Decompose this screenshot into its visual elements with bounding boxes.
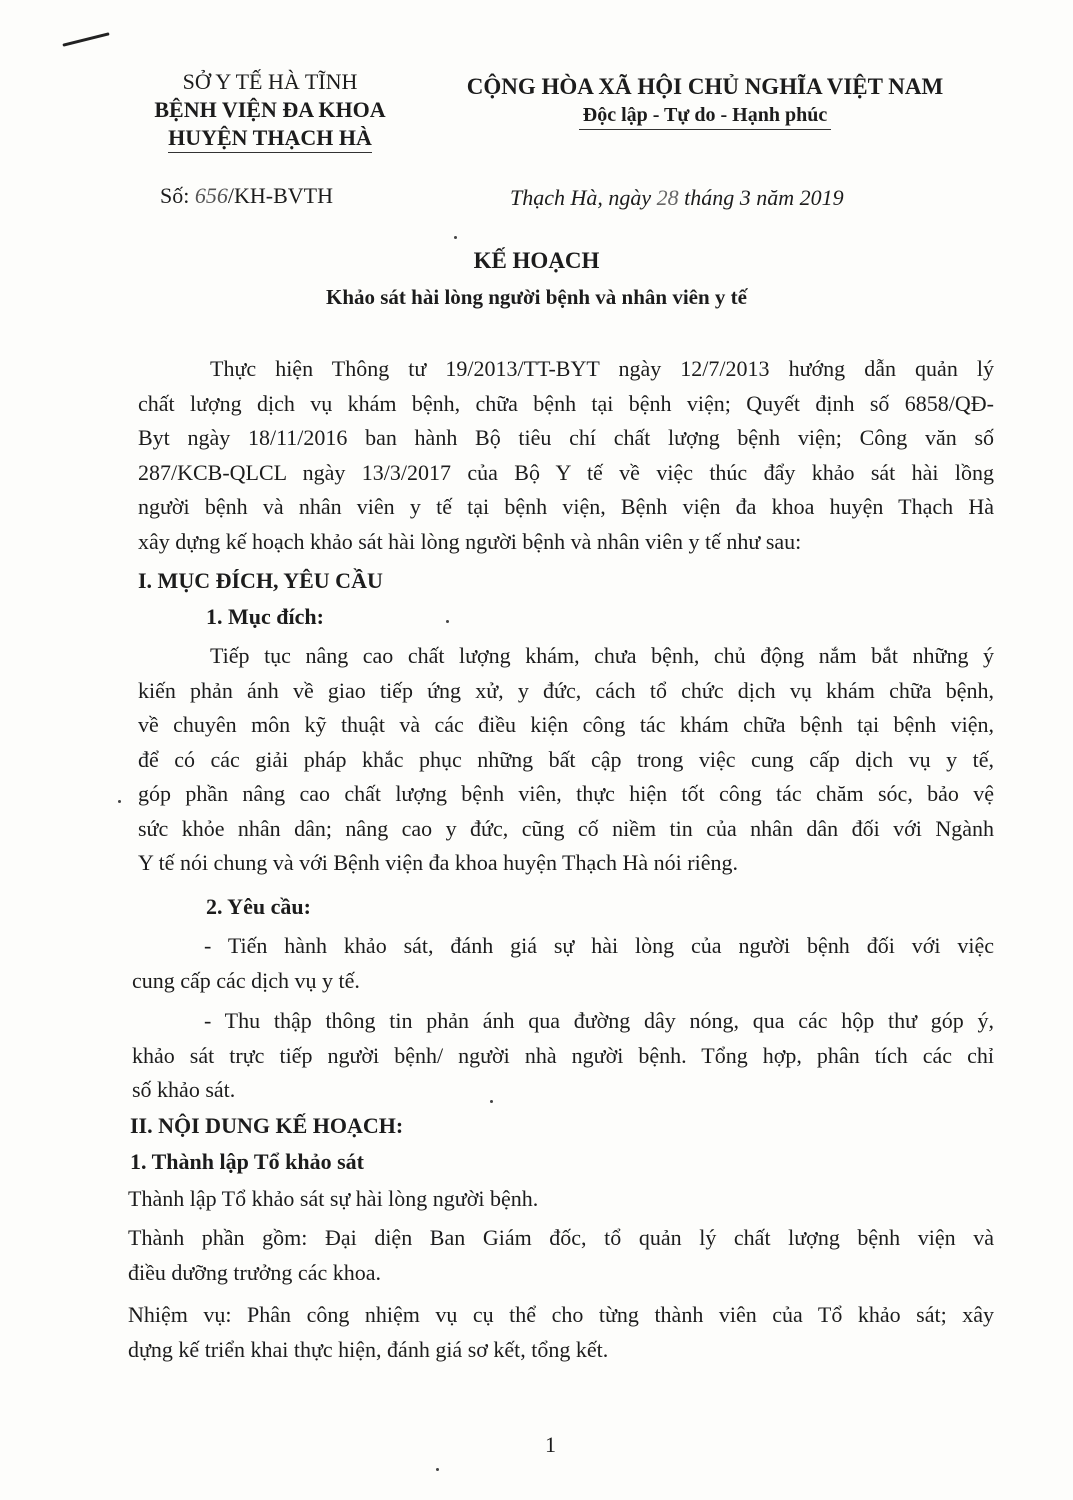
requirement-line: khảo sát trực tiếp người bệnh/ người nhà người bệnh. Tổng hợp, phân tích các chỉ: [132, 1042, 994, 1068]
requirement-line: cung cấp các dịch vụ y tế.: [132, 967, 360, 993]
place-date-day: 28: [656, 185, 679, 210]
intro-line: xây dựng kế hoạch khảo sát hài lòng người bệnh và nhân viên y tế như sau:: [138, 528, 802, 554]
requirement-1: [132, 929, 994, 998]
composition-paragraph: [128, 1221, 994, 1290]
section-2-sub1: 1. Thành lập Tổ khảo sát: [130, 1149, 364, 1174]
section-2-line: Thành lập Tổ khảo sát sự hài lòng người bệnh.: [128, 1186, 539, 1211]
place-date-prefix: Thạch Hà, ngày: [510, 185, 657, 210]
intro-line: chất lượng dịch vụ khám bệnh, chữa bệnh tại bệnh viện; Quyết định số 6858/QĐ-: [138, 390, 994, 416]
section-1-heading: I. MỤC ĐÍCH, YÊU CẦU: [138, 568, 383, 593]
composition-line: điều dưỡng trưởng các khoa.: [128, 1259, 381, 1285]
issuer-block: [140, 68, 400, 153]
intro-line: người bệnh và nhân viên y tế tại bệnh viện, Bệnh viện đa khoa huyện Thạch Hà: [138, 494, 994, 519]
scan-speck: [490, 1100, 493, 1103]
requirement-line: số khảo sát.: [132, 1077, 236, 1102]
intro-line: Thực hiện Thông tư 19/2013/TT-BYT ngày 12/7/2013 hướng dẫn quản lý: [210, 356, 994, 381]
purpose-line: góp phần nâng cao chất lượng bệnh viên, thực hiện tốt công tác chăm sóc, bảo vệ: [138, 781, 994, 806]
ministry-name: SỞ Y TẾ HÀ TĨNH: [182, 69, 358, 94]
purpose-line: để có các giải pháp khắc phục những bất cập trong việc cung cấp dịch vụ y tế,: [138, 746, 994, 772]
document-subtitle: Khảo sát hài lòng người bệnh và nhân viên y tế: [326, 285, 747, 309]
requirement-line: - Tiến hành khảo sát, đánh giá sự hài lòng của người bệnh đối với việc: [204, 933, 994, 958]
purpose-line: kiến phản ánh về giao tiếp ứng xử, y đức, cách tổ chức dịch vụ khám chữa bệnh,: [138, 677, 994, 703]
section-1-sub1: 1. Mục đích:: [206, 604, 324, 629]
document-title: KẾ HOẠCH: [473, 248, 600, 273]
hospital-name-line1: BỆNH VIỆN ĐA KHOA: [154, 97, 386, 122]
purpose-line: về chuyên môn kỹ thuật và các điều kiện công tác khám chữa bệnh tại bệnh viện,: [138, 712, 994, 737]
purpose-line: Y tế nói chung và với Bệnh viện đa khoa huyện Thạch Hà nói riêng.: [138, 850, 738, 875]
intro-paragraph: [138, 352, 994, 559]
duty-line: Nhiệm vụ: Phân công nhiệm vụ cụ thể cho từng thành viên của Tổ khảo sát; xây: [128, 1302, 994, 1327]
doc-number-handwritten: 656: [194, 183, 228, 208]
hospital-name-line2: HUYỆN THẠCH HÀ: [168, 124, 372, 153]
section-2-heading: II. NỘI DUNG KẾ HOẠCH:: [130, 1113, 404, 1138]
purpose-paragraph: [138, 639, 994, 881]
scan-speck: [118, 800, 121, 803]
doc-number-suffix: /KH-BVTH: [227, 183, 333, 208]
national-header: [440, 73, 970, 130]
requirement-line: - Thu thập thông tin phản ánh qua đường dây nóng, qua các hộp thư góp ý,: [204, 1008, 994, 1033]
scan-speck: [446, 620, 449, 623]
purpose-line: Tiếp tục nâng cao chất lượng khám, chưa bệnh, chủ động nắm bắt những ý: [210, 643, 994, 668]
document-number: [160, 183, 333, 209]
page-number: 1: [545, 1432, 556, 1457]
scan-speck: [436, 1468, 439, 1471]
intro-line: 287/KCB-QLCL ngày 13/3/2017 của Bộ Y tế về việc thúc đẩy khảo sát hài lồng: [138, 459, 994, 485]
pen-mark: [62, 32, 109, 47]
doc-number-label: Số:: [160, 183, 195, 208]
intro-line: Byt ngày 18/11/2016 ban hành Bộ tiêu chí chất lượng bệnh viện; Công văn số: [138, 425, 994, 450]
nation-motto: Độc lập - Tự do - Hạnh phúc: [579, 101, 831, 130]
place-date: [510, 185, 844, 211]
place-date-suffix: tháng 3 năm 2019: [678, 185, 844, 210]
nation-title: CỘNG HÒA XÃ HỘI CHỦ NGHĨA VIỆT NAM: [466, 74, 944, 99]
composition-line: Thành phần gồm: Đại diện Ban Giám đốc, tổ quản lý chất lượng bệnh viện và: [128, 1225, 994, 1250]
scan-speck: [454, 236, 457, 239]
purpose-line: sức khỏe nhân dân; nâng cao y đức, cũng cố niềm tin của nhân dân đối với Ngành: [138, 815, 994, 841]
section-1-sub2: 2. Yêu cầu:: [206, 894, 311, 919]
duty-line: dựng kế triển khai thực hiện, đánh giá sơ kết, tổng kết.: [128, 1336, 609, 1362]
requirement-2: [132, 1004, 994, 1108]
duty-paragraph: [128, 1298, 994, 1367]
